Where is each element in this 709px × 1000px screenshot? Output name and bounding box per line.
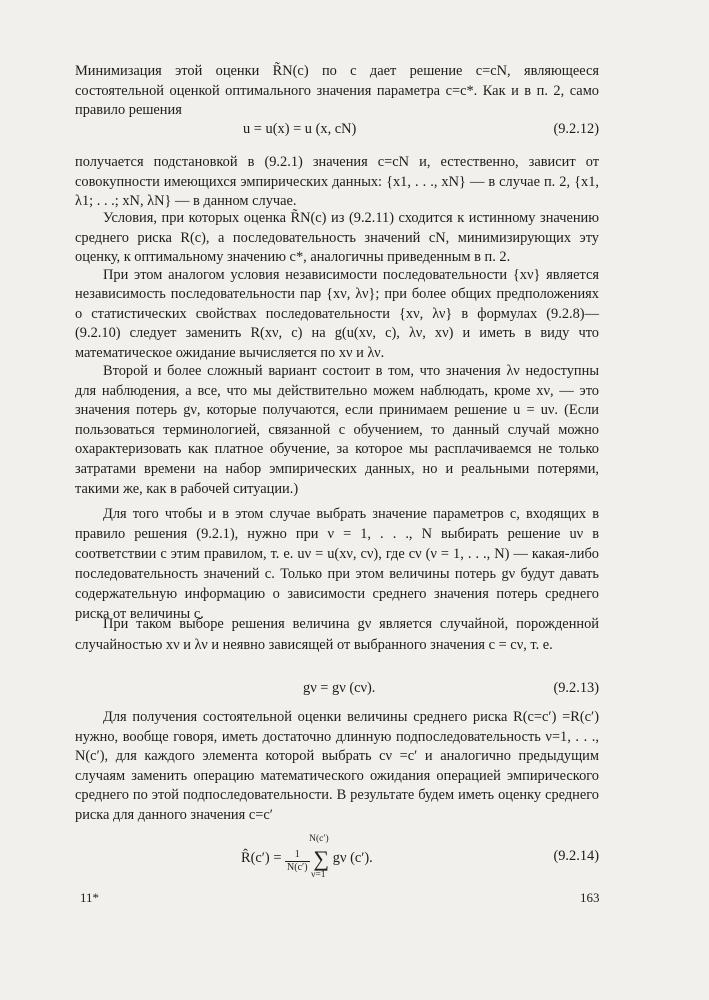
formula-lhs: R̂(c′) = — [241, 850, 286, 866]
equation-formula — [241, 834, 373, 880]
paragraph-1: Минимизация этой оценки R̃N(c) по c дает решение c=cN, являющееся состоятельной оценкой оптимального значения параметра c=c*. Как и в п. 2, само правило решения — [75, 63, 599, 119]
formula-rhs: gν (c′). — [332, 850, 373, 866]
equation-number: (9.2.13) — [553, 680, 599, 696]
paragraph-7: При таком выборе решения величина gν является случайной, порожденной случайностью xν и λν и неявно зависящей от выбранного значения c = cν, т. е. — [75, 616, 599, 653]
signature-mark: 11* — [80, 890, 100, 905]
equation-9-2-14 — [75, 834, 599, 884]
summation — [309, 834, 329, 880]
paragraph-2: получается подстановкой в (9.2.1) значения c=cN и, естественно, зависит от совокупности имеющихся эмпирических данных: {x1, . . ., xN} — в случае п. 2, {x1, λ1; . . .; xN, λN} — в данном случае. — [75, 154, 599, 210]
paragraph-5: Второй и более сложный вариант состоит в том, что значения λν недоступны для наблюдения, а все, что мы действительно можем наблюдать, кроме xν, — это значения потерь gν, которые получаются, если принимаем решение u = uν. (Если пользоваться терминологией, связанной с обучением, то данный случай можно охарактеризовать как платное обучение, за которое мы расплачиваемся не только затратами времени на набор эмпирических данных, но и реальными потерями, такими же, как в рабочей ситуации.) — [75, 363, 599, 497]
equation-number: (9.2.14) — [553, 848, 599, 864]
sum-upper-limit: N(c′) — [309, 834, 329, 844]
fraction-denominator: N(c′) — [287, 862, 308, 873]
paragraph-8: Для получения состоятельной оценки величины среднего риска R(c=c′) =R(c′) нужно, вообще говоря, иметь достаточно длинную подпоследовательность ν=1, . . ., N(c′), для каждого элемента которой выбрать cν =c′ и аналогично предыдущим случаям заменить операцию математического ожидания операцией эмпирического среднего по этой подпоследовательности. В результате будем иметь оценку среднего риска для данного значения c=c′ — [75, 709, 599, 823]
equation-formula: u = u(x) = u (x, cN) — [243, 121, 357, 137]
sum-lower-limit: ν=1 — [311, 870, 326, 880]
paragraph-3: Условия, при которых оценка R̃N(c) из (9.2.11) сходится к истинному значению среднего риска R(c), а последовательность значений cN, минимизирующих эту оценку, к оптимальному значению c*, аналогичны приведенным в п. 2. — [75, 210, 599, 266]
paragraph-4: При этом аналогом условия независимости последовательности {xν} является независимость последовательности пар {xν, λν}; при более общих предположениях о статистических свойствах последовательности {xν, λν} в формулах (9.2.8)—(9.2.10) следует заменить R(xν, c) на g(u(xν, c), λν, xν) и иметь в виду что математическое ожидание вычисляется по xν и λν. — [75, 267, 599, 361]
equation-9-2-12 — [75, 121, 599, 145]
paragraph-6: Для того чтобы и в этом случае выбрать значение параметров c, входящих в правило решения (9.2.1), нужно при ν = 1, . . ., N выбирать решение uν в соответствии с этим правилом, т. е. uν = u(xν, cν), где cν (ν = 1, . . ., N) — какая-либо последовательность значений c. Только при этом величины потерь gν будут давать содержательную информацию о зависимости среднего значения потерь среднего риска от величины c. — [75, 506, 599, 622]
equation-9-2-13 — [75, 680, 599, 704]
sum-symbol: ∑ — [313, 846, 329, 871]
fraction-numerator: 1 — [285, 849, 310, 862]
page-number: 163 — [580, 890, 600, 905]
fraction — [285, 849, 310, 874]
equation-formula: gν = gν (cν). — [303, 680, 376, 696]
equation-number: (9.2.12) — [553, 121, 599, 137]
